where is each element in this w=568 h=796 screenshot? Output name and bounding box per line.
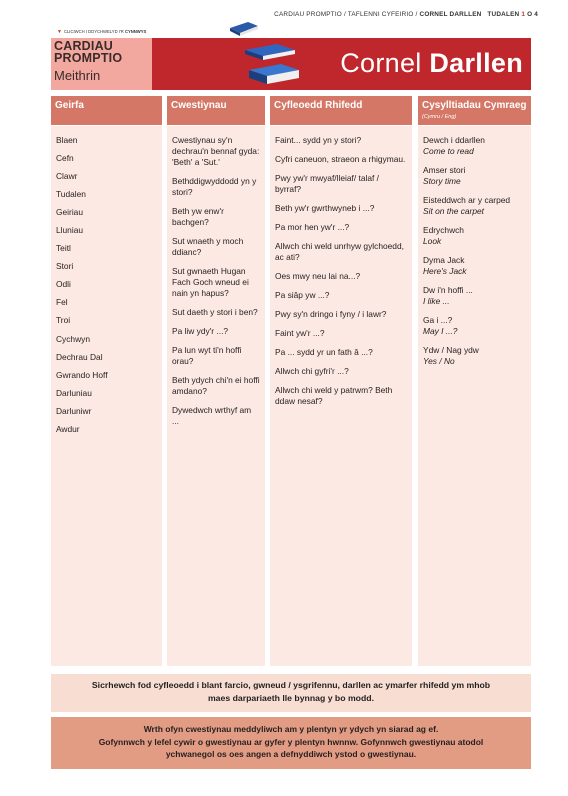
column-heading-label: Cwestiynau	[171, 100, 227, 111]
list-item: Teitl	[56, 243, 71, 254]
questioning-line: Gofynnwch y lefel cywir o gwestiynau ar gyfer y plentyn hwnnw. Gofynnwch gwestiynau atodol	[98, 736, 484, 747]
header-line-3: Meithrin	[54, 68, 101, 83]
phrase-list	[423, 126, 526, 367]
english-phrase: May I ...?	[423, 326, 458, 336]
header-line-2: PROMPTIO	[54, 51, 123, 65]
list-item: Troi	[56, 315, 71, 326]
books-icon	[241, 44, 301, 88]
english-phrase: Look	[423, 236, 442, 246]
breadcrumb-path: CARDIAU PROMPTIO / TAFLENNI CYFEIRIO /	[274, 11, 420, 18]
list-item	[423, 255, 526, 277]
question-list	[172, 126, 260, 427]
column-heading-cyfleoedd	[270, 96, 412, 125]
list-item: Tudalen	[56, 189, 86, 200]
list-item	[423, 225, 526, 247]
down-triangle-icon: ▼	[57, 29, 62, 35]
list-item: Beth ydych chi'n ei hoffi amdano?	[172, 375, 260, 396]
welsh-phrase: Dewch i ddarllen	[423, 135, 485, 145]
english-phrase: Story time	[423, 176, 461, 186]
list-item: Pwy yw'r mwyaf/lleiaf/ talaf / byrraf?	[275, 173, 379, 194]
page-total: O 4	[527, 11, 538, 18]
list-item: Cychwyn	[56, 333, 90, 344]
page-label: TUDALEN	[487, 11, 520, 18]
list-item: Pa siâp yw ...?	[275, 290, 330, 300]
list-item: Blaen	[56, 135, 78, 145]
welsh-phrase: Dyma Jack	[423, 255, 465, 265]
list-item: Darluniau	[56, 387, 92, 398]
back-to-contents-link[interactable]	[57, 29, 146, 35]
list-item: Gwrando Hoff	[56, 369, 108, 380]
list-item: Faint yw'r ...?	[275, 328, 325, 338]
welsh-phrase: Amser stori	[423, 165, 466, 175]
back-link-prefix: CLICIWCH I DDYCHWELYD I'R	[63, 29, 125, 34]
page-title	[340, 48, 523, 79]
column-heading-cwestiynau	[167, 96, 265, 125]
list-item: Awdur	[56, 423, 80, 434]
welsh-phrase: Ydw / Nag ydw	[423, 345, 479, 355]
title-light: Cornel	[340, 48, 430, 78]
welsh-phrase: Eisteddwch ar y carped	[423, 195, 511, 205]
header-line-1: CARDIAU	[54, 39, 114, 53]
top-breadcrumb	[274, 11, 538, 18]
welsh-phrase: Ga i ...?	[423, 315, 453, 325]
column-geirfa	[51, 126, 162, 666]
list-item: Sut wnaeth y moch ddianc?	[172, 236, 244, 257]
guidance-line: Sicrhewch fod cyfleoedd i blant farcio, gwneud / ysgrifennu, darllen ac ymarfer rhifedd ym mhob	[91, 680, 491, 690]
list-item: Cwestiynau sy'n dechrau'n bennaf gyda: 'Beth' a 'Sut.'	[172, 135, 260, 167]
list-item: Stori	[56, 261, 74, 272]
english-phrase: Yes / No	[423, 356, 455, 366]
list-item: Oes mwy neu lai na...?	[275, 271, 361, 281]
title-bold: Darllen	[429, 48, 523, 78]
list-item: Sut gwnaeth Hugan Fach Goch wneud ei nain yn hapus?	[172, 266, 249, 298]
column-heading-label: Geirfa	[55, 100, 84, 111]
list-item	[423, 195, 526, 217]
page-current: 1	[521, 11, 526, 18]
list-item: Cefn	[56, 153, 74, 164]
column-subheading: (Cymru / Eng)	[422, 114, 457, 120]
questioning-note	[51, 717, 531, 769]
list-item	[423, 315, 526, 337]
list-item: Beth yw'r gwrthwyneb i ...?	[275, 203, 375, 213]
list-item: Allwch chi gyfri'r ...?	[275, 366, 349, 376]
list-item: Darluniwr	[56, 405, 92, 416]
list-item: Beth yw enw'r bachgen?	[172, 206, 224, 227]
guidance-note	[51, 674, 531, 712]
list-item: Bethddigwyddodd yn y stori?	[172, 176, 257, 197]
breadcrumb-current: CORNEL DARLLEN	[419, 11, 482, 18]
page-header	[51, 38, 531, 90]
list-item: Odli	[56, 279, 71, 290]
list-item: Pa ... sydd yr un fath â ...?	[275, 347, 373, 357]
list-item: Fel	[56, 297, 68, 308]
list-item: Sut daeth y stori i ben?	[172, 307, 258, 317]
list-item	[423, 165, 526, 187]
english-phrase: I like ...	[423, 296, 450, 306]
welsh-phrase: Edrychwch	[423, 225, 464, 235]
column-heading-label: Cysylltiadau Cymraeg	[422, 100, 527, 111]
questioning-line: ychwanegol os oes angen a defnyddiwch ystod o gwestiynau.	[165, 749, 417, 759]
list-item: Lluniau	[56, 225, 84, 236]
list-item	[423, 285, 526, 307]
column-heading-geirfa	[51, 96, 162, 125]
list-item: Pa mor hen yw'r ...?	[275, 222, 350, 232]
header-tab	[51, 38, 152, 90]
column-cyfleoedd-rhifedd	[270, 126, 412, 666]
list-item: Pa lun wyt ti'n hoffi orau?	[172, 345, 242, 366]
column-heading-label: Cyfleoedd Rhifedd	[274, 100, 363, 111]
numeracy-list	[275, 126, 407, 407]
list-item	[423, 345, 526, 367]
page-indicator	[487, 11, 538, 18]
list-item: Allwch chi weld y patrwm? Beth ddaw nesaf?	[275, 385, 393, 406]
list-item: Allwch chi weld unrhyw gylchoedd, ac ati?	[275, 241, 404, 262]
english-phrase: Here's Jack	[423, 266, 467, 276]
column-cysylltiadau-cymraeg	[418, 126, 531, 666]
list-item: Clawr	[56, 171, 78, 182]
english-phrase: Come to read	[423, 146, 474, 156]
list-item: Pa liw ydy'r ...?	[172, 326, 229, 336]
list-item: Cyfri caneuon, straeon a rhigymau.	[275, 154, 406, 164]
list-item: Dechrau Dal	[56, 351, 103, 362]
vocab-list	[56, 126, 157, 435]
list-item: Geiriau	[56, 207, 83, 218]
guidance-line: maes darpariaeth lle bynnag y bo modd.	[207, 693, 375, 703]
list-item	[423, 135, 526, 157]
welsh-phrase: Dw i'n hoffi ...	[423, 285, 473, 295]
list-item: Pwy sy'n dringo i fyny / i lawr?	[275, 309, 387, 319]
books-icon	[228, 18, 260, 40]
list-item: Faint... sydd yn y stori?	[275, 135, 362, 145]
english-phrase: Sit on the carpet	[423, 206, 484, 216]
questioning-line: Wrth ofyn cwestiynau meddyliwch am y plentyn yr ydych yn siarad ag ef.	[143, 724, 439, 734]
column-cwestiynau	[167, 126, 265, 666]
column-heading-cysylltiadau	[418, 96, 531, 125]
list-item: Dywedwch wrthyf am ...	[172, 405, 252, 426]
back-link-target: CYNNWYS	[124, 29, 147, 34]
